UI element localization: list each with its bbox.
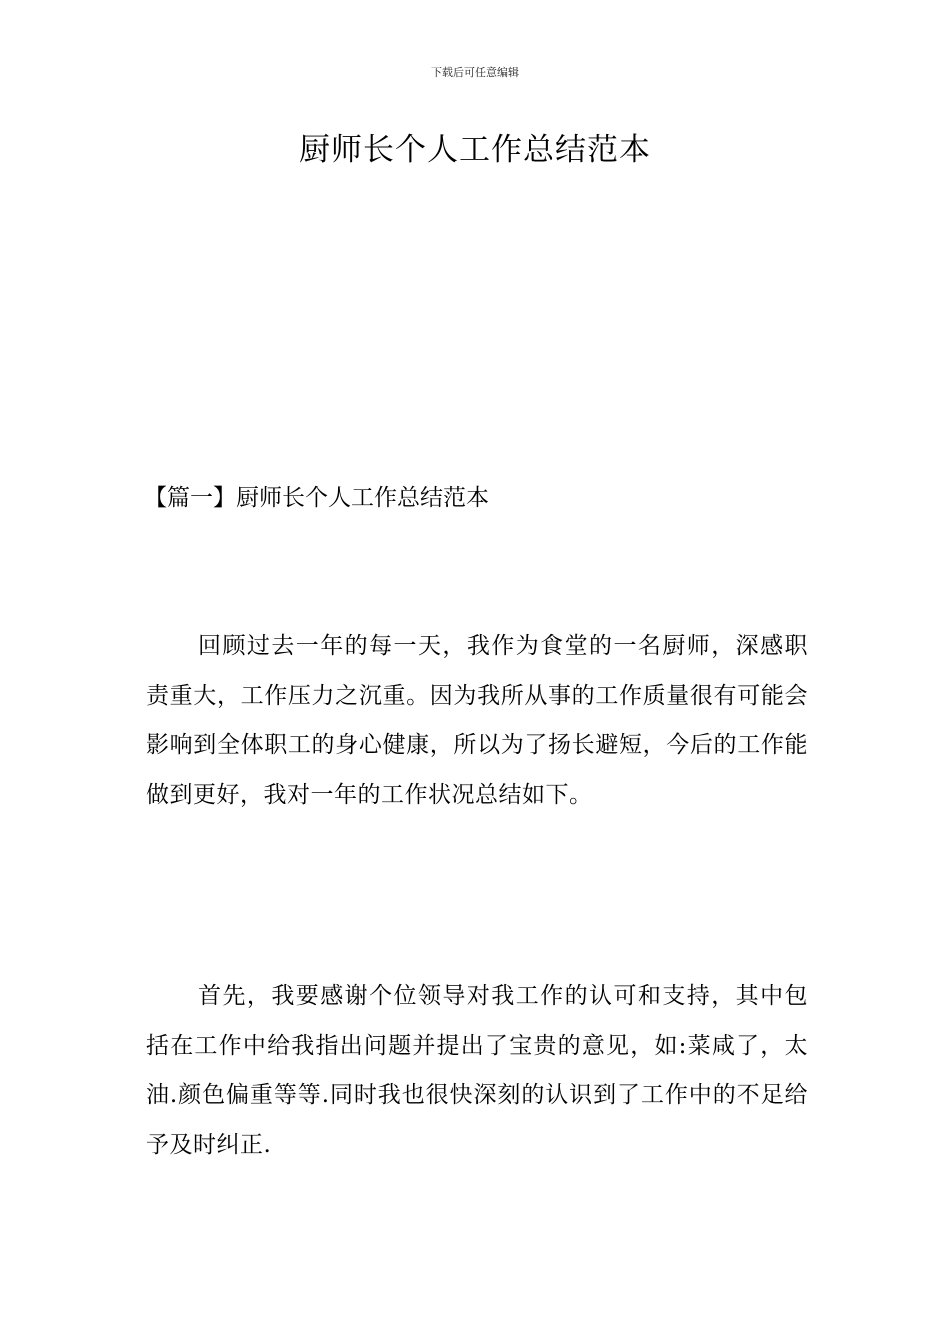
section-heading: 【篇一】厨师长个人工作总结范本 xyxy=(144,485,489,511)
paragraph-review: 回顾过去一年的每一天，我作为食堂的一名厨师，深感职责重大，工作压力之沉重。因为我所从事的工作质量很有可能会影响到全体职工的身心健康，所以为了扬长避短，今后的工作能做到更好，我对一年的工作状况总结如下。 xyxy=(146,633,808,808)
document-title: 厨师长个人工作总结范本 xyxy=(299,132,651,168)
header-note: 下载后可任意编辑 xyxy=(431,66,519,79)
paragraph-thanks: 首先，我要感谢个位领导对我工作的认可和支持，其中包括在工作中给我指出问题并提出了宝贵的意见，如:菜咸了，太油.颜色偏重等等.同时我也很快深刻的认识到了工作中的不足给予及时纠正. xyxy=(146,983,808,1158)
